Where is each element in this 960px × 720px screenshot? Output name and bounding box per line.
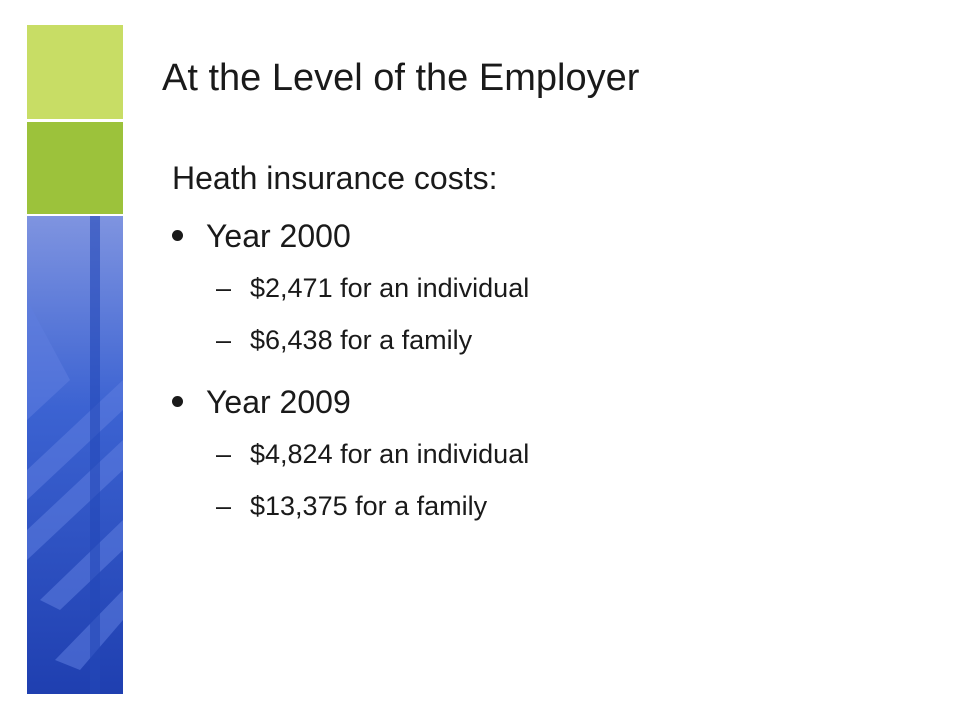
intro-text: Heath insurance costs: — [172, 160, 498, 196]
bullet-label: Year 2009 — [206, 384, 351, 420]
sub-item — [172, 262, 932, 314]
dash-icon: – — [216, 273, 232, 303]
sub-item — [172, 428, 932, 480]
bullet-label: Year 2000 — [206, 218, 351, 254]
green-square-bottom — [27, 122, 123, 214]
dash-icon: – — [216, 491, 232, 521]
sub-item-text: $2,471 for an individual — [250, 273, 530, 303]
dash-icon: – — [216, 325, 232, 355]
dash-icon: – — [216, 439, 232, 469]
sub-item-text: $6,438 for a family — [250, 325, 473, 355]
bullet-item — [172, 376, 932, 428]
sub-item-text: $4,824 for an individual — [250, 439, 530, 469]
sub-item-text: $13,375 for a family — [250, 491, 488, 521]
bullet-dot-icon — [172, 396, 183, 407]
bullet-group — [172, 376, 932, 532]
sub-item — [172, 314, 932, 366]
bullet-item — [172, 210, 932, 262]
bullet-dot-icon — [172, 230, 183, 241]
bullet-group — [172, 210, 932, 366]
decorative-side-art — [0, 0, 130, 720]
slide-title: At the Level of the Employer — [162, 57, 640, 99]
slide-body — [172, 152, 932, 542]
blue-stripe — [90, 216, 100, 694]
green-square-top — [27, 25, 123, 119]
sub-item — [172, 480, 932, 532]
